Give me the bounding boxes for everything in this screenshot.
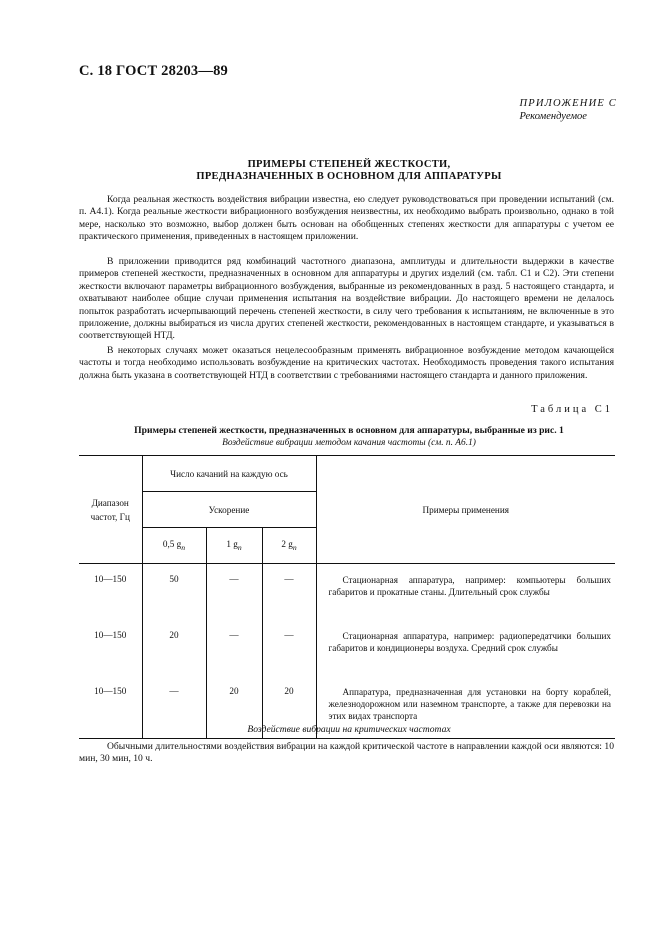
paragraph-1: Когда реальная жесткость воздействия вибрации известна, ею следует руководствоваться при проведении испытаний (см. п. А4.1). Когда реальные жесткости вибрационного возбуждения неизвестны, их необходимо выбрать произвольно, однако в той мере, насколько это возможно, выбор должен быть основан на обобщенных степенях жесткости для аппаратуры с учетом ее практического применения, приведенных в настоящем приложении.: [79, 194, 614, 243]
cell-freq: 10—150: [79, 620, 142, 676]
application-text: Стационарная аппаратура, например: компьютеры больших габаритов и прокатные станы. Длительный срок службы: [328, 575, 611, 597]
accel-1g-value: 1 g: [226, 539, 238, 550]
page-header: С. 18 ГОСТ 28203—89: [79, 63, 228, 79]
table-label: Таблица С1: [531, 404, 613, 415]
cell-freq: 10—150: [79, 564, 142, 621]
table-title: Примеры степеней жесткости, предназначенных в основном для аппаратуры, выбранные из рис. 1: [134, 425, 564, 436]
table-row: [79, 620, 615, 676]
paragraph-3: В некоторых случаях может оказаться нецелесообразным применять вибрационное возбуждение методом качающейся частоты и тогда необходимо использовать возбуждение на критических частотах. Необходимость проведения такого испытания должна быть указана в соответствующей НТД в соответствии с требованиями настоящего стандарта и данного приложения.: [79, 345, 614, 381]
application-text: Стационарная аппаратура, например: радиопередатчики больших габаритов и кондиционеры воздуха. Средний срок службы: [328, 631, 611, 653]
cell-freq: 10—150: [79, 676, 142, 739]
table-subtitle: Воздействие вибрации методом качания частоты (см. п. А6.1): [222, 438, 476, 448]
cell-g2: —: [262, 620, 316, 676]
header-accel-1g: [206, 528, 262, 564]
accel-2g-sub: n: [292, 542, 297, 552]
cell-g05: —: [142, 676, 206, 739]
appendix-status: Рекомендуемое: [519, 111, 587, 122]
accel-2g-value: 2 g: [281, 539, 293, 550]
critical-paragraph: Обычными длительностями воздействия вибрации на каждой критической частоте в направлении каждой оси являются: 10 мин, 30 мин, 10 ч.: [79, 741, 614, 765]
severity-table: [79, 455, 615, 739]
cell-g1: —: [206, 564, 262, 621]
cell-g2: 20: [262, 676, 316, 739]
cell-application: [316, 564, 615, 621]
cell-g05: 50: [142, 564, 206, 621]
application-text: Аппаратура, предназначенная для установки на борту кораблей, железнодорожном или наземном транспорте, а также для перевозки на этих видах транспорта: [328, 687, 611, 721]
table-row: [79, 564, 615, 621]
appendix-label: [519, 97, 617, 123]
cell-application: [316, 620, 615, 676]
cell-g05: 20: [142, 620, 206, 676]
section-title: [79, 159, 619, 183]
cell-g1: —: [206, 620, 262, 676]
accel-05g-value: 0,5 g: [162, 539, 182, 550]
critical-section-title: Воздействие вибрации на критических частотах: [247, 724, 451, 735]
appendix-title: ПРИЛОЖЕНИЕ С: [519, 98, 617, 109]
header-sweeps: Число качаний на каждую ось: [142, 456, 316, 492]
header-accel-2g: [262, 528, 316, 564]
header-acceleration: Ускорение: [142, 492, 316, 528]
header-accel-05g: [142, 528, 206, 564]
section-title-line2: ПРЕДНАЗНАЧЕННЫХ В ОСНОВНОМ ДЛЯ АППАРАТУРЫ: [196, 171, 502, 182]
cell-g1: 20: [206, 676, 262, 739]
cell-g2: —: [262, 564, 316, 621]
section-title-line1: ПРИМЕРЫ СТЕПЕНЕЙ ЖЕСТКОСТИ,: [247, 159, 451, 170]
header-freq-text: Диапазон частот, Гц: [90, 497, 130, 522]
header-freq-range: [79, 456, 142, 564]
paragraph-2: В приложении приводится ряд комбинаций частотного диапазона, амплитуды и длительности выдержки в качестве примеров степеней жесткости, предназначенных в основном для аппаратуры и других изделий (см. табл. С1 и С2). Эти степени жесткости включают параметры вибрационного возбуждения, выбранные из рекомендованных в разд. 5 настоящего стандарта, и охватывают наиболее общие случаи применения испытания на воздействие вибрации. До настоящего времени не делалось попыток разработать исчерпывающий перечень степеней жесткости, в силу чего требования к испытаниям, не включенные в это приложение, должны выбираться из числа других степеней жесткости, рекомендованных в настоящем стандарте, и указываться в соответствующей НТД.: [79, 256, 614, 342]
header-applications: Примеры применения: [316, 456, 615, 564]
accel-1g-sub: n: [237, 542, 242, 552]
accel-05g-sub: n: [181, 542, 186, 552]
